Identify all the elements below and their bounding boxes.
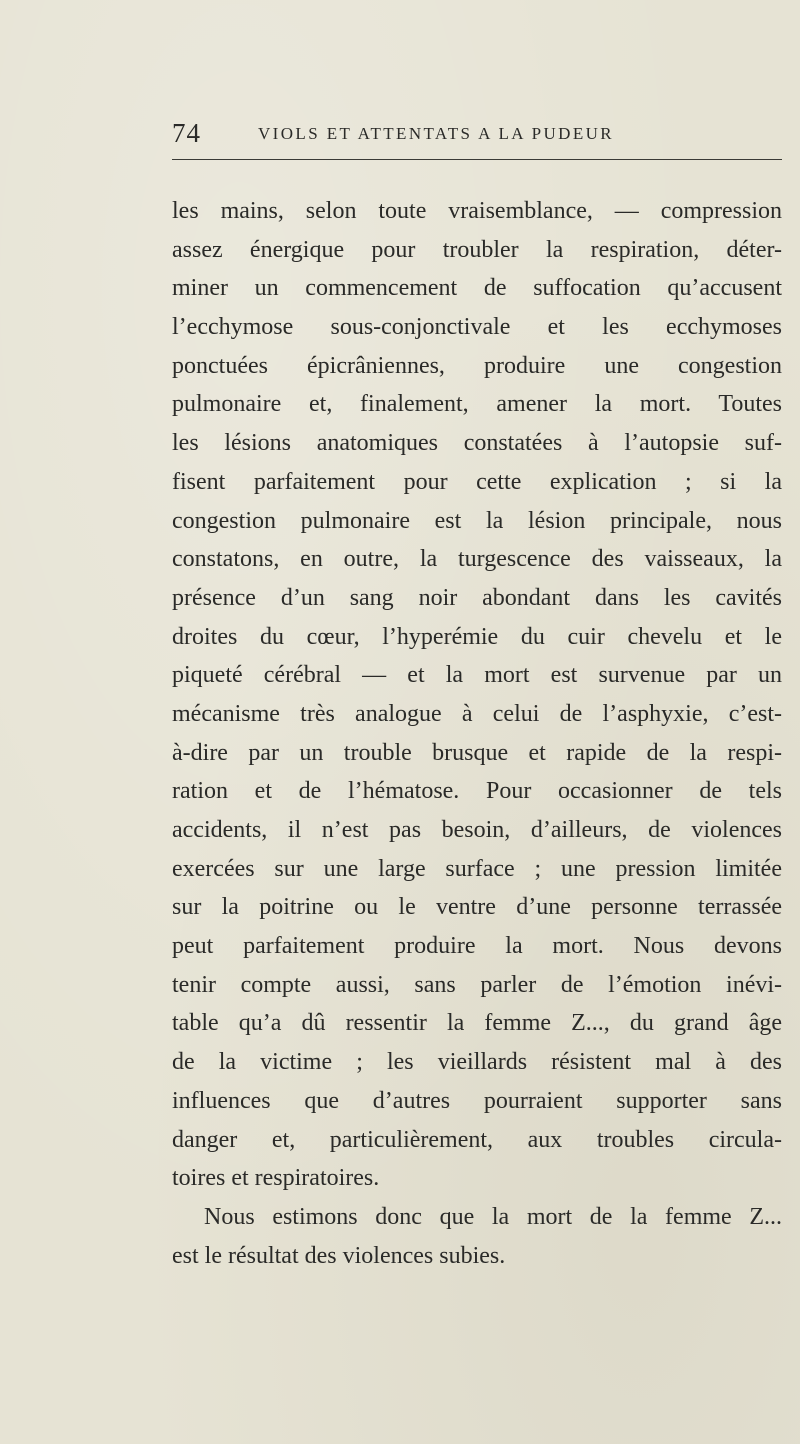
paragraph bbox=[172, 192, 782, 1198]
text-line: droites du cœur, l’hyperémie du cuir chevelu et le bbox=[172, 623, 782, 650]
text-line: miner un commencement de suffocation qu’accusent bbox=[172, 275, 782, 302]
text-line: danger et, particulièrement, aux troubles circula- bbox=[172, 1126, 782, 1153]
text-line: piqueté cérébral — et la mort est survenue par un bbox=[172, 662, 782, 689]
body-text bbox=[172, 192, 782, 1275]
page-header bbox=[172, 118, 782, 148]
text-line: sur la poitrine ou le ventre d’une personne terrassée bbox=[172, 894, 782, 921]
text-line: les mains, selon toute vraisemblance, — compression bbox=[172, 198, 782, 224]
text-line: influences que d’autres pourraient supporter sans bbox=[172, 1087, 782, 1114]
text-line: congestion pulmonaire est la lésion principale, nous bbox=[172, 507, 782, 534]
text-line: présence d’un sang noir abondant dans les cavités bbox=[172, 584, 782, 611]
text-line: pulmonaire et, finalement, amener la mort. Toutes bbox=[172, 391, 782, 418]
text-line: fisent parfaitement pour cette explication ; si la bbox=[172, 468, 782, 495]
text-line: de la victime ; les vieillards résistent mal à des bbox=[172, 1049, 782, 1076]
text-line: tenir compte aussi, sans parler de l’émotion inévi- bbox=[172, 971, 782, 998]
header-rule bbox=[172, 159, 782, 160]
text-line: les lésions anatomiques constatées à l’autopsie suf- bbox=[172, 430, 782, 457]
text-line: Nous estimons donc que la mort de la femme Z... bbox=[204, 1203, 782, 1230]
text-line: mécanisme très analogue à celui de l’asphyxie, c’est- bbox=[172, 700, 782, 727]
paragraph bbox=[172, 1198, 782, 1275]
text-line: accidents, il n’est pas besoin, d’ailleurs, de violences bbox=[172, 817, 782, 843]
text-line: assez énergique pour troubler la respiration, déter- bbox=[172, 236, 782, 263]
text-line: ponctuées épicrâniennes, produire une congestion bbox=[172, 352, 782, 379]
text-line: peut parfaitement produire la mort. Nous devons bbox=[172, 933, 782, 960]
text-line: exercées sur une large surface ; une pression limitée bbox=[172, 855, 782, 882]
text-line: toires et respiratoires. bbox=[172, 1165, 380, 1192]
text-line: table qu’a dû ressentir la femme Z..., du grand âge bbox=[172, 1010, 782, 1037]
text-line: ration et de l’hématose. Pour occasionner de tels bbox=[172, 778, 782, 805]
page-number: 74 bbox=[172, 118, 201, 148]
text-line: l’ecchymose sous-conjonctivale et les ecchymoses bbox=[172, 314, 782, 341]
text-line: est le résultat des violences subies. bbox=[172, 1242, 506, 1269]
text-line: constatons, en outre, la turgescence des vaisseaux, la bbox=[172, 546, 782, 573]
text-line: à-dire par un trouble brusque et rapide de la respi- bbox=[172, 739, 782, 766]
running-head: VIOLS ET ATTENTATS A LA PUDEUR bbox=[258, 124, 615, 143]
